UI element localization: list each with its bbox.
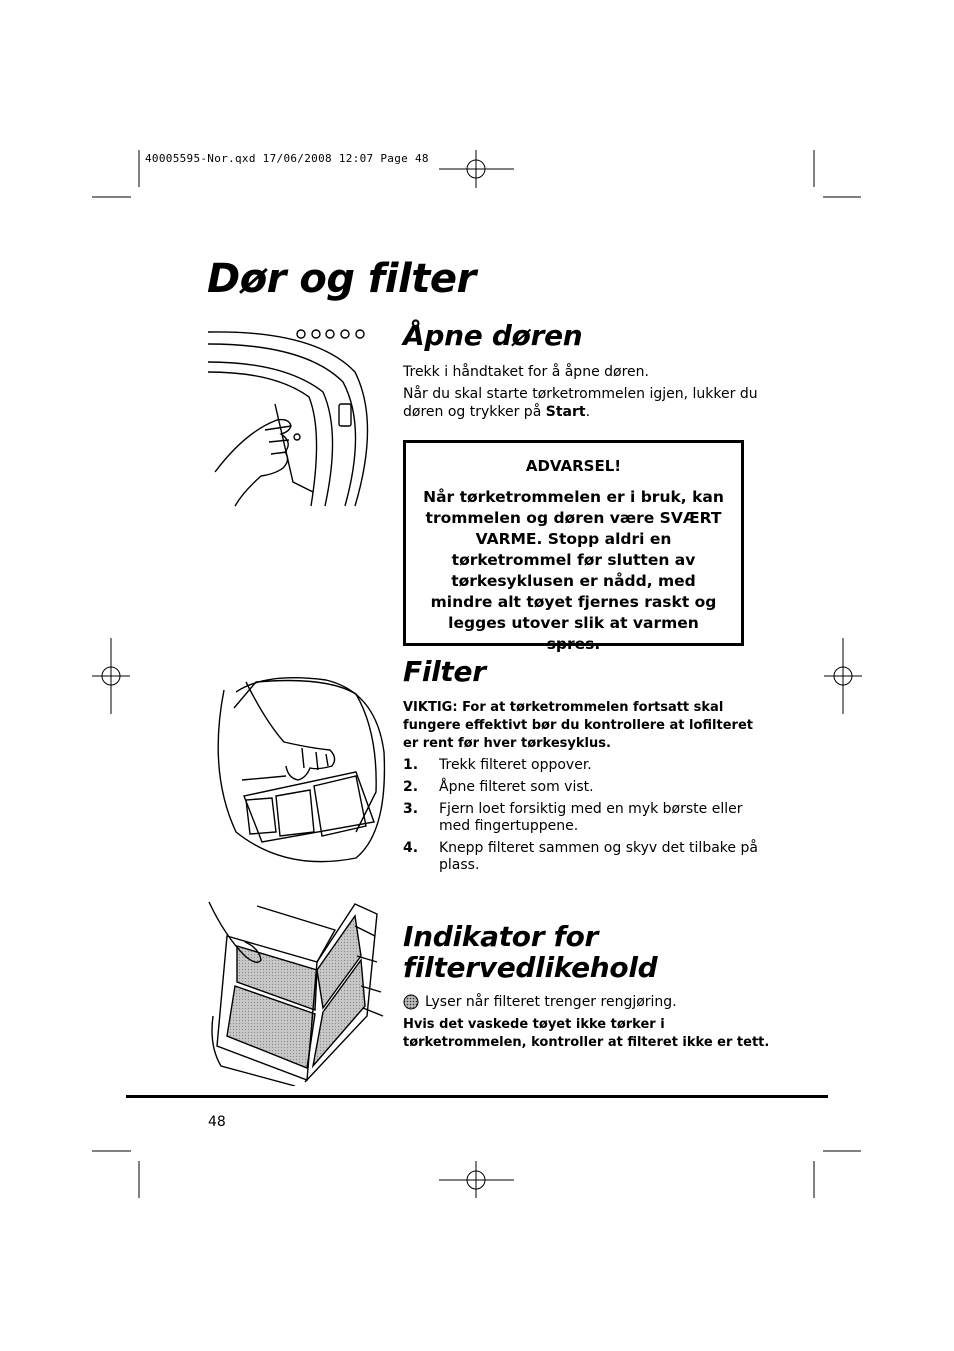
filter-important: VIKTIG: For at tørketrommelen fortsatt skal fungere effektivt bør du kontrollere at lofilteret er rent før hver tørkesyklus. xyxy=(403,700,753,751)
filter-heading: Filter xyxy=(403,655,486,688)
list-item xyxy=(403,840,763,874)
step-number: 4. xyxy=(403,840,419,856)
start-label: Start xyxy=(545,404,586,420)
indicator-heading xyxy=(403,921,657,983)
indicator-heading-line2: filtervedlikehold xyxy=(403,951,658,984)
page-number: 48 xyxy=(208,1114,226,1130)
warning-box xyxy=(403,440,744,653)
indicator-heading-line1: Indikator for xyxy=(403,920,599,953)
filter-indicator-icon xyxy=(403,994,419,1010)
page-title: Dør og filter xyxy=(207,256,476,302)
open-door-heading: Åpne døren xyxy=(403,319,583,352)
indicator-text: Lyser når filteret trenger rengjøring. xyxy=(425,994,677,1010)
filter-steps xyxy=(403,757,763,879)
indicator-note: Hvis det vaskede tøyet ikke tørker i tørketrommelen, kontroller at filteret ikke er tett. xyxy=(403,1017,770,1050)
step-number: 1. xyxy=(403,757,419,773)
warning-title: ADVARSEL! xyxy=(525,457,622,475)
list-item xyxy=(403,779,763,796)
open-filter-illustration xyxy=(205,896,390,1086)
warning-body: Når tørketrommelen er i bruk, kan trommelen og døren være SVÆRT VARME. Stopp aldri en tørketrommel før slutten av tørkesyklusen er nådd, med mindre alt tøyet fjernes raskt og legges utover slik at varmen spres. xyxy=(423,488,724,653)
filter-illustration xyxy=(206,672,388,870)
list-item xyxy=(403,801,763,835)
restart-text: Når du skal starte tørketrommelen igjen, lukker du døren og trykker på xyxy=(403,386,758,420)
restart-end: . xyxy=(585,404,591,420)
step-text: Fjern loet forsiktig med en myk børste eller med fingertuppene. xyxy=(439,801,743,834)
footer-rule xyxy=(126,1095,828,1098)
step-text: Åpne filteret som vist. xyxy=(439,779,594,795)
step-number: 2. xyxy=(403,779,419,795)
list-item xyxy=(403,757,763,774)
step-number: 3. xyxy=(403,801,419,817)
open-door-instruction: Trekk i håndtaket for å åpne døren. xyxy=(403,364,649,380)
indicator-row xyxy=(403,994,677,1010)
step-text: Knepp filteret sammen og skyv det tilbake på plass. xyxy=(439,840,758,873)
file-slug: 40005595-Nor.qxd 17/06/2008 12:07 Page 48 xyxy=(145,152,429,165)
door-illustration xyxy=(205,322,375,508)
restart-instruction xyxy=(403,385,763,421)
step-text: Trekk filteret oppover. xyxy=(439,757,592,773)
